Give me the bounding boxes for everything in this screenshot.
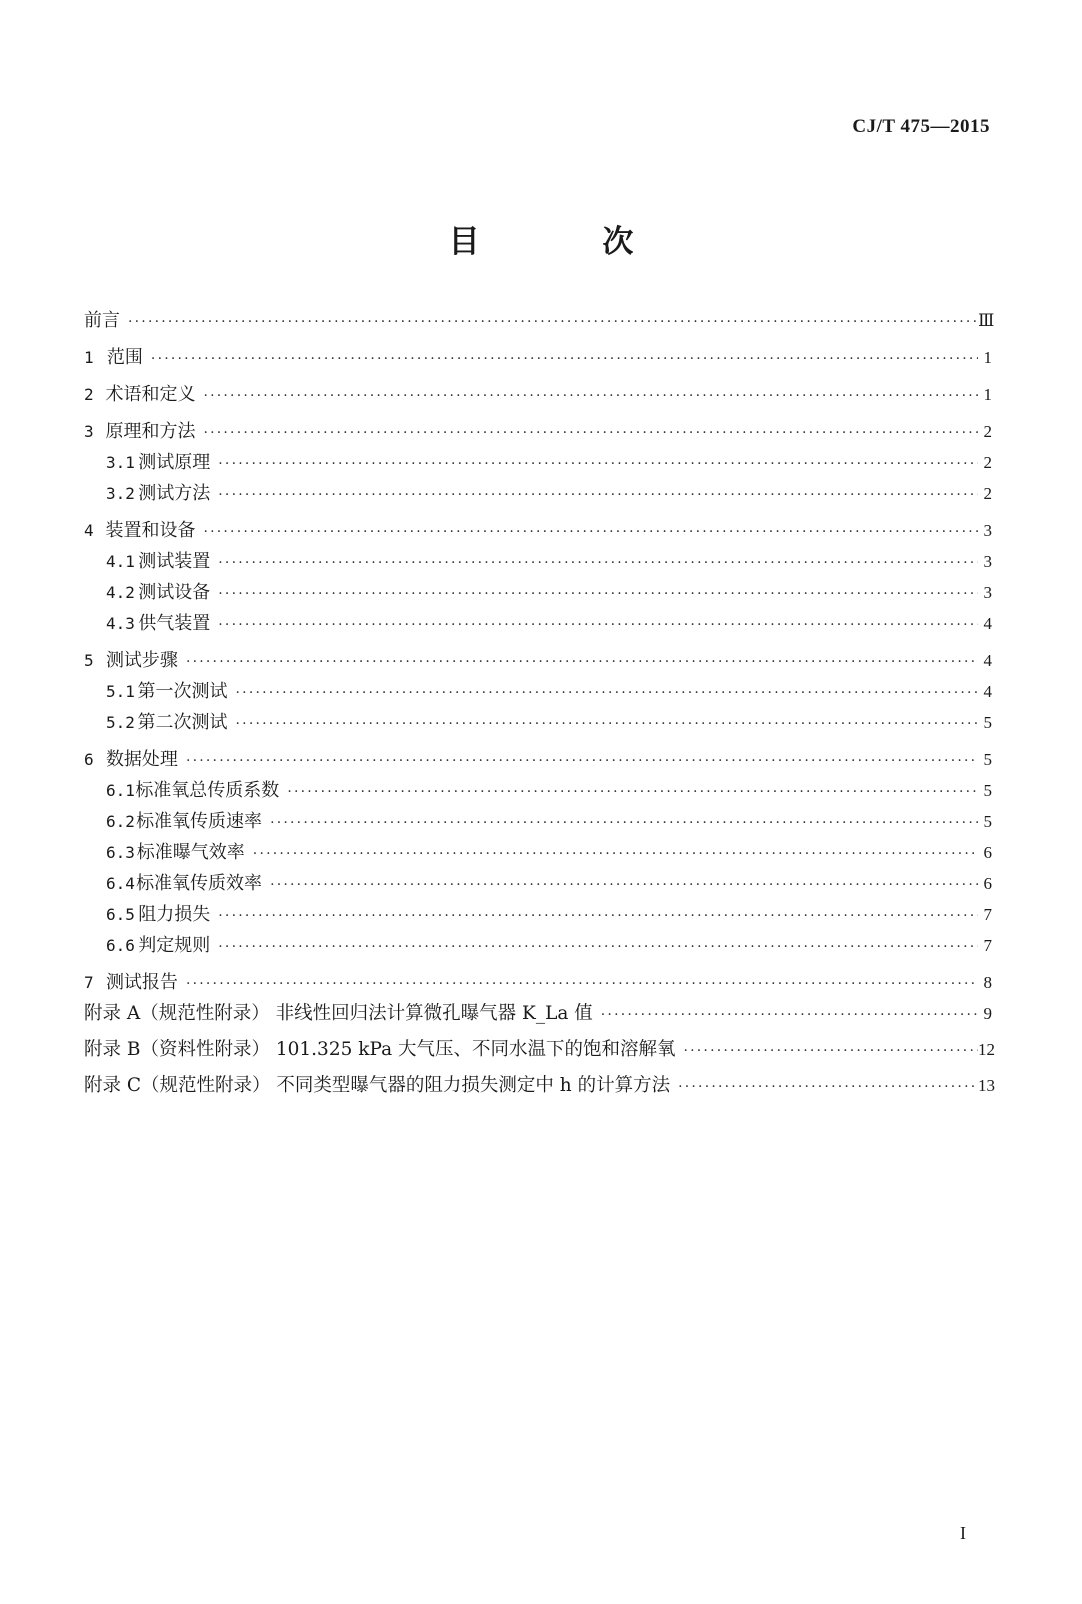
toc-entry-6-5[interactable] bbox=[84, 900, 992, 931]
toc-entry-6-4[interactable] bbox=[84, 869, 992, 900]
toc-leader-dots bbox=[214, 456, 978, 472]
toc-entry-1[interactable] bbox=[84, 343, 992, 374]
page-number: I bbox=[960, 1523, 966, 1543]
toc-page: 8 bbox=[983, 973, 992, 992]
toc-leader-dots bbox=[182, 753, 978, 769]
toc-entry-appendix-a[interactable] bbox=[84, 999, 992, 1035]
toc-entry-6-6[interactable] bbox=[84, 931, 992, 962]
toc-number: 6.4 bbox=[106, 874, 135, 893]
toc-page: 9 bbox=[983, 1004, 992, 1023]
toc-leader-dots bbox=[597, 1007, 978, 1023]
toc-label: 前言 bbox=[84, 310, 120, 331]
toc-label: 测试步骤 bbox=[105, 650, 178, 671]
toc-leader-dots bbox=[214, 555, 978, 571]
toc-entry-appendix-b[interactable] bbox=[84, 1035, 995, 1071]
toc-leader-dots bbox=[199, 524, 978, 540]
toc-entry-6-3[interactable] bbox=[84, 838, 992, 869]
toc-leader-dots bbox=[249, 846, 978, 862]
toc-label: 标准氧传质速率 bbox=[136, 811, 263, 832]
toc-leader-dots bbox=[182, 654, 978, 670]
toc-page: Ⅲ bbox=[978, 311, 995, 330]
toc-number: 6.1 bbox=[106, 781, 135, 800]
toc-label: 测试原理 bbox=[138, 452, 211, 473]
toc-leader-dots bbox=[147, 351, 978, 367]
toc-label: 附录 C（规范性附录） 不同类型曝气器的阻力损失测定中 h 的计算方法 bbox=[84, 1075, 671, 1096]
toc-page: 5 bbox=[983, 713, 992, 732]
toc-label: 供气装置 bbox=[138, 613, 211, 634]
toc-page: 3 bbox=[983, 552, 992, 571]
toc-label: 阻力损失 bbox=[138, 904, 211, 925]
toc-number: 3 bbox=[84, 422, 94, 441]
toc-number: 2 bbox=[84, 385, 94, 404]
toc-label: 测试装置 bbox=[138, 551, 211, 572]
toc-entry-4-2[interactable] bbox=[84, 578, 992, 609]
toc-leader-dots bbox=[266, 877, 978, 893]
toc-label: 术语和定义 bbox=[105, 384, 196, 405]
toc-page: 2 bbox=[983, 484, 992, 503]
toc-label: 测试报告 bbox=[105, 972, 178, 993]
toc-entry-3[interactable] bbox=[84, 417, 992, 448]
toc-entry-foreword[interactable] bbox=[84, 306, 995, 337]
toc-entry-5-2[interactable] bbox=[84, 708, 992, 739]
toc-page: 5 bbox=[983, 812, 992, 831]
toc-leader-dots bbox=[232, 685, 978, 701]
toc-number: 6 bbox=[84, 750, 94, 769]
toc-page: 4 bbox=[983, 614, 992, 633]
toc-leader-dots bbox=[199, 388, 978, 404]
toc-number: 4 bbox=[84, 521, 94, 540]
page-title: 目 次 bbox=[448, 224, 690, 260]
toc-leader-dots bbox=[283, 784, 978, 800]
toc-number: 4.1 bbox=[106, 552, 135, 571]
toc-leader-dots bbox=[266, 815, 978, 831]
toc-entry-2[interactable] bbox=[84, 380, 992, 411]
toc-entry-3-1[interactable] bbox=[84, 448, 992, 479]
toc-number: 4.3 bbox=[106, 614, 135, 633]
toc-leader-dots bbox=[124, 314, 978, 330]
toc-entry-4-1[interactable] bbox=[84, 547, 992, 578]
toc-label: 装置和设备 bbox=[105, 520, 196, 541]
toc-label: 标准曝气效率 bbox=[136, 842, 245, 863]
toc-page: 12 bbox=[978, 1040, 995, 1059]
toc-label: 原理和方法 bbox=[105, 421, 196, 442]
toc-page: 13 bbox=[978, 1076, 995, 1095]
toc-label: 标准氧总传质系数 bbox=[135, 780, 280, 801]
toc-number: 6.5 bbox=[106, 905, 135, 924]
toc-leader-dots bbox=[674, 1079, 978, 1095]
toc-entry-6[interactable] bbox=[84, 745, 992, 776]
toc-number: 5 bbox=[84, 651, 94, 670]
toc-label: 附录 B（资料性附录） 101.325 kPa 大气压、不同水温下的饱和溶解氧 bbox=[84, 1039, 676, 1060]
standard-code: CJ/T 475—2015 bbox=[852, 116, 990, 137]
toc-entry-6-2[interactable] bbox=[84, 807, 992, 838]
toc-number: 4.2 bbox=[106, 583, 135, 602]
toc-page: 3 bbox=[983, 521, 992, 540]
toc-number: 6.3 bbox=[106, 843, 135, 862]
toc-label: 第一次测试 bbox=[137, 681, 228, 702]
toc-leader-dots bbox=[214, 939, 978, 955]
toc-page: 5 bbox=[983, 750, 992, 769]
toc-leader-dots bbox=[214, 586, 978, 602]
toc-entry-7[interactable] bbox=[84, 968, 992, 999]
toc-entry-5[interactable] bbox=[84, 646, 992, 677]
toc-page: 1 bbox=[983, 348, 992, 367]
toc-leader-dots bbox=[232, 716, 978, 732]
toc-label: 数据处理 bbox=[105, 749, 178, 770]
toc-number: 6.6 bbox=[106, 936, 135, 955]
toc-number: 5.2 bbox=[106, 713, 135, 732]
toc-leader-dots bbox=[679, 1043, 978, 1059]
toc-entry-appendix-c[interactable] bbox=[84, 1071, 995, 1107]
table-of-contents bbox=[84, 306, 995, 1107]
toc-page: 2 bbox=[983, 422, 992, 441]
toc-number: 3.2 bbox=[106, 484, 135, 503]
toc-leader-dots bbox=[214, 908, 978, 924]
toc-label: 范围 bbox=[106, 347, 143, 368]
toc-page: 7 bbox=[983, 936, 992, 955]
toc-number: 6.2 bbox=[106, 812, 135, 831]
toc-label: 判定规则 bbox=[138, 935, 211, 956]
toc-number: 7 bbox=[84, 973, 94, 992]
toc-page: 6 bbox=[983, 843, 992, 862]
toc-page: 4 bbox=[983, 682, 992, 701]
toc-entry-3-2[interactable] bbox=[84, 479, 992, 510]
toc-number: 3.1 bbox=[106, 453, 135, 472]
toc-page: 5 bbox=[983, 781, 992, 800]
toc-entry-4-3[interactable] bbox=[84, 609, 992, 640]
toc-leader-dots bbox=[199, 425, 978, 441]
toc-leader-dots bbox=[214, 487, 978, 503]
toc-number: 5.1 bbox=[106, 682, 135, 701]
toc-label: 测试设备 bbox=[138, 582, 211, 603]
toc-page: 3 bbox=[983, 583, 992, 602]
toc-page: 6 bbox=[983, 874, 992, 893]
toc-page: 4 bbox=[983, 651, 992, 670]
toc-page: 7 bbox=[983, 905, 992, 924]
toc-entry-4[interactable] bbox=[84, 516, 992, 547]
toc-label: 标准氧传质效率 bbox=[136, 873, 263, 894]
toc-page: 1 bbox=[983, 385, 992, 404]
toc-label: 附录 A（规范性附录） 非线性回归法计算微孔曝气器 K_La 值 bbox=[84, 1003, 593, 1024]
toc-entry-6-1[interactable] bbox=[84, 776, 992, 807]
toc-label: 测试方法 bbox=[138, 483, 211, 504]
toc-entry-5-1[interactable] bbox=[84, 677, 992, 708]
toc-leader-dots bbox=[214, 617, 978, 633]
toc-leader-dots bbox=[182, 976, 978, 992]
toc-number: 1 bbox=[84, 348, 94, 367]
toc-page: 2 bbox=[983, 453, 992, 472]
toc-label: 第二次测试 bbox=[137, 712, 228, 733]
